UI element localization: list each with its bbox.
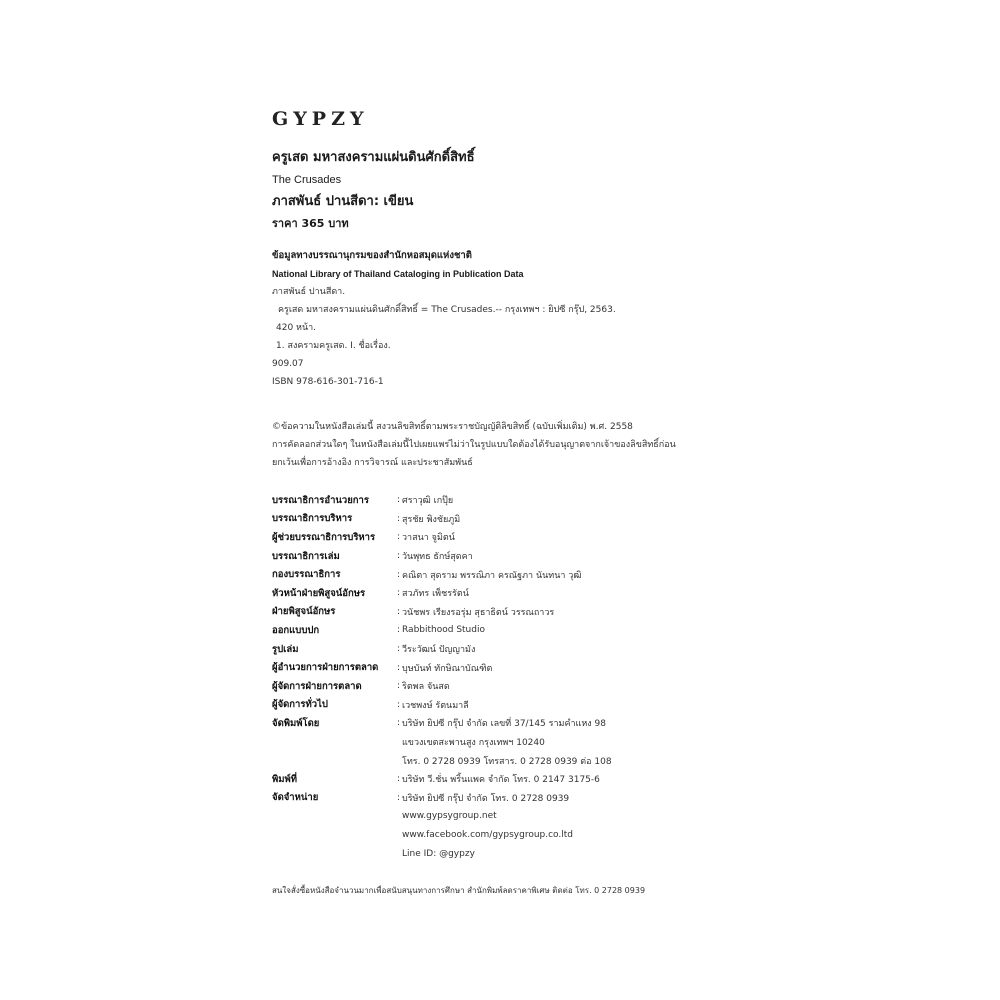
credit-row — [272, 677, 872, 696]
credit-row — [272, 696, 872, 715]
credit-row — [272, 789, 872, 808]
credit-value: สวภัทร เพ็ชรรัตน์ — [402, 589, 469, 600]
credit-colon: : — [397, 662, 401, 673]
credit-row-continuation — [272, 807, 872, 826]
cip-title-entry: ครูเสด มหาสงครามแผ่นดินศักดิ์สิทธิ์ = The Crusades.-- กรุงเทพฯ : ยิปซี กรุ๊ป, 2563. — [278, 305, 616, 315]
credit-value: แขวงเขตสะพานสูง กรุงเทพฯ 10240 — [402, 738, 545, 749]
credit-colon: : — [397, 513, 401, 524]
credit-value: วีระวัฒน์ ปัญญามัง — [402, 645, 476, 656]
copyright-notice — [272, 418, 872, 472]
credit-row — [272, 584, 872, 603]
credit-row-continuation — [272, 751, 872, 770]
credit-role: บรรณาธิการบริหาร — [272, 513, 353, 525]
cip-heading-thai: ข้อมูลทางบรรณานุกรมของสำนักหอสมุดแห่งชาติ — [272, 250, 472, 261]
line-id: Line ID: @gypzy — [402, 848, 475, 859]
publisher-logo: GYPZY — [272, 108, 369, 130]
cip-pages: 420 หน้า. — [276, 323, 317, 333]
credit-row — [272, 640, 872, 659]
credit-row — [272, 510, 872, 529]
credit-role: ผู้จัดการฝ่ายการตลาด — [272, 680, 362, 692]
credit-role: ผู้จัดการทั่วไป — [272, 699, 328, 711]
credit-row — [272, 770, 872, 789]
credit-value: บริษัท ยิปซี กรุ๊ป จำกัด เลขที่ 37/145 รามคำแหง 98 — [402, 719, 606, 730]
credit-colon: : — [397, 644, 401, 655]
bulk-order-note: สนใจสั่งซื้อหนังสือจำนวนมากเพื่อสนับสนุนทางการศึกษา สำนักพิมพ์ลดราคาพิเศษ ติดต่อ โทร. 0 2728 0939 — [272, 886, 646, 895]
credit-value: สุรชัย พิงชัยภูมิ — [402, 514, 461, 525]
credit-colon: : — [397, 606, 401, 617]
credit-value: วนัชพร เรียงรอรุ่ม สุธาธิตน์ วรรณถาวร — [402, 607, 555, 618]
credit-row-continuation — [272, 826, 872, 845]
credit-colon: : — [397, 551, 401, 562]
credit-colon: : — [397, 588, 401, 599]
credit-role: ผู้อำนวยการฝ่ายการตลาด — [272, 662, 379, 674]
credits-list — [272, 491, 872, 863]
cip-subject: 1. สงครามครูเสด. I. ชื่อเรื่อง. — [276, 341, 391, 351]
cataloging-in-publication — [272, 247, 832, 391]
credit-value: บริษัท วี.ชั่น พริ้นแพค จำกัด โทร. 0 2147 3175-6 — [402, 775, 600, 786]
copyright-line: ยกเว้นเพื่อการอ้างอิง การวิจารณ์ และประชาสัมพันธ์ — [272, 458, 473, 468]
credit-row — [272, 565, 872, 584]
credit-colon: : — [397, 495, 401, 506]
cip-heading-english: National Library of Thailand Cataloging in Publication Data — [272, 269, 524, 279]
credit-value: วาสนา จูมิตน์ — [402, 533, 455, 544]
website-link: www.gypsygroup.net — [402, 811, 497, 822]
book-info — [272, 148, 832, 234]
credit-role: รูปเล่ม — [272, 643, 299, 655]
credit-value: โทร. 0 2728 0939 โทรสาร. 0 2728 0939 ต่อ 108 — [402, 756, 612, 767]
credit-role: บรรณาธิการเล่ม — [272, 550, 340, 562]
credit-colon: : — [397, 792, 401, 803]
book-title-english: The Crusades — [272, 174, 342, 186]
copyright-line: การคัดลอกส่วนใดๆ ในหนังสือเล่มนี้ไปเผยแพร่ไม่ว่าในรูปแบบใดต้องได้รับอนุญาตจากเจ้าของลิขสิทธิ์ก่อน — [272, 440, 676, 450]
credit-role: จัดพิมพ์โดย — [272, 717, 320, 729]
credit-role: บรรณาธิการอำนวยการ — [272, 494, 369, 506]
credit-role: ฝ่ายพิสูจน์อักษร — [272, 606, 336, 618]
credit-role: จัดจำหน่าย — [272, 792, 319, 804]
book-price: ราคา 365 บาท — [272, 217, 349, 230]
credit-colon: : — [397, 774, 401, 785]
credit-row — [272, 658, 872, 677]
credit-row — [272, 714, 872, 733]
book-title-thai: ครูเสด มหาสงครามแผ่นดินศักดิ์สิทธิ์ — [272, 150, 475, 165]
credit-colon: : — [397, 699, 401, 710]
cip-author-entry: ภาสพันธ์ ปานสีดา. — [272, 287, 346, 297]
credit-role: ผู้ช่วยบรรณาธิการบริหาร — [272, 531, 376, 543]
credit-value: บริษัท ยิปซี กรุ๊ป จำกัด โทร. 0 2728 0939 — [402, 793, 570, 804]
credit-row — [272, 528, 872, 547]
credit-value: บุษบันท์ ทักษิณาบัณฑิต — [402, 663, 493, 674]
cip-classification: 909.07 — [272, 359, 304, 369]
credit-value: วันพุทธ ธักษ์สุดคา — [402, 552, 473, 563]
credit-row — [272, 491, 872, 510]
credit-colon: : — [397, 532, 401, 543]
facebook-link: www.facebook.com/gypsygroup.co.ltd — [402, 829, 574, 840]
credit-colon: : — [397, 681, 401, 692]
credit-role: พิมพ์ที่ — [272, 773, 298, 785]
credit-colon: : — [397, 625, 401, 636]
credit-row — [272, 621, 872, 640]
credit-role: หัวหน้าฝ่ายพิสูจน์อักษร — [272, 587, 366, 599]
credit-row-continuation — [272, 844, 872, 863]
credit-value: ศราวุฒิ เกปุ๊ย — [402, 496, 454, 507]
credit-row — [272, 547, 872, 566]
cip-isbn: ISBN 978-616-301-716-1 — [272, 377, 384, 387]
credit-value: คณิตา สุดราม พรรณิภา ครณัฐภา นันทนา วุฒิ — [402, 570, 582, 581]
copyright-line: ©ข้อความในหนังสือเล่มนี้ สงวนลิขสิทธิ์ตามพระราชบัญญัติลิขสิทธิ์ (ฉบับเพิ่มเติม) พ.ศ. 2558 — [272, 422, 633, 432]
credit-role: กองบรรณาธิการ — [272, 569, 341, 581]
credit-value: เวชพงษ์ รัตนมาลี — [402, 700, 469, 711]
credit-row-continuation — [272, 733, 872, 752]
credit-role: ออกแบบปก — [272, 624, 320, 636]
book-author: ภาสพันธ์ ปานสีดา: เขียน — [272, 194, 414, 209]
credit-colon: : — [397, 569, 401, 580]
credit-row — [272, 603, 872, 622]
credit-colon: : — [397, 718, 401, 729]
credit-value: Rabbithood Studio — [402, 625, 485, 636]
credit-value: ริตพล จันสด — [402, 682, 450, 693]
